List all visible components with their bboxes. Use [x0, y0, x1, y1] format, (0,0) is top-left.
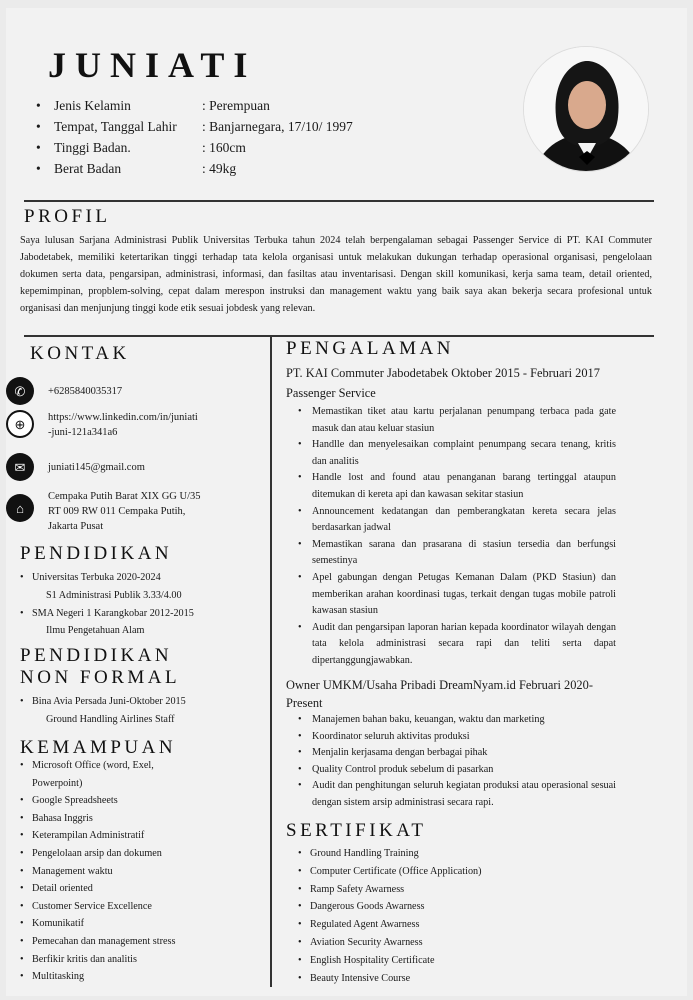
list-item: • Universitas Terbuka 2020-2024 S1 Administrasi Publik 3.33/4.00	[18, 569, 194, 605]
list-item: • Microsoft Office (word, Exel, Powerpoint)	[18, 757, 175, 792]
list-item: • Keterampilan Administratif	[18, 827, 175, 845]
list-item: • Announcement kedatangan dan pemberangkatan kereta secara jelas berdasarkan jadwal	[296, 504, 616, 537]
personal-info-row: • Jenis Kelamin : Perempuan	[36, 98, 270, 113]
list-item: • Customer Service Excellence	[18, 898, 175, 916]
section-heading-kemampuan: KEMAMPUAN	[20, 737, 177, 758]
contact-address: ⌂ Cempaka Putih Barat XIX GG U/35 RT 009 RW 011 Cempaka Putih, Jakarta Pusat	[6, 489, 246, 534]
list-item: • Audit dan pengarsipan laporan harian kepada koordinator wilayah dengan tata kelola administrasi secara rapi dan teliti serta dapat dipertanggungjawabkan.	[296, 620, 616, 670]
personal-info-row: • Tempat, Tanggal Lahir : Banjarnegara, 17/10/ 1997	[36, 119, 353, 134]
list-item: • Ground Handling Training	[296, 845, 482, 863]
contact-linkedin: ⊕ https://www.linkedin.com/in/juniati -juni-121a341a6	[6, 410, 246, 440]
column-divider	[270, 335, 272, 987]
list-item: • Koordinator seluruh aktivitas produksi	[296, 729, 616, 746]
mail-icon: ✉	[6, 453, 34, 481]
list-item: • Memastikan sarana dan prasarana di stasiun tersedia dan berfungsi semestinya	[296, 537, 616, 570]
job-role: Passenger Service	[286, 386, 376, 400]
list-item: • Bina Avia Persada Juni-Oktober 2015 Ground Handling Airlines Staff	[18, 693, 186, 729]
profil-text: Saya lulusan Sarjana Administrasi Publik Universitas Terbuka tahun 2024 telah berpengalaman sebagai Passenger Service di PT. KAI Commuter Jabodetabek, memiliki ketertarikan tinggi terhadap tata kelola organisasi untuk melakukan dukungan terhadap operasional organisasi, pengelolaan dokumen serta data, pengarsipan, administrasi, informasi, dan fasiltas atau inventarisasi. Dengan skill komunikasi, kerja sama team, detail oriented, kepemimpinan, propblem-solving, cepat dalam merespon instruksi dan management waktu yang baik saya akan bekerja secara profesional untuk organisasi dan menjunjung tinggi kode etik sesuai jobdesk yang relevan.	[20, 235, 652, 314]
list-item: • Handle lost and found atau penanganan barang tertinggal ataupun ditemukan di kereta api dan kawasan sekitar stasiun	[296, 470, 616, 503]
list-item: • Memastikan tiket atau kartu perjalanan penumpang terbaca pada gate masuk dan atau keluar stasiun	[296, 404, 616, 437]
list-item: • Pengelolaan arsip dan dokumen	[18, 845, 175, 863]
job-title: Owner UMKM/Usaha Pribadi DreamNyam.id Februari 2020- Present	[286, 678, 593, 710]
job-title: PT. KAI Commuter Jabodetabek Oktober 2015 - Februari 2017	[286, 366, 600, 380]
globe-icon: ⊕	[6, 410, 34, 438]
contact-phone: ✆ +6285840035317	[6, 377, 246, 405]
top-divider	[24, 200, 654, 202]
list-item: • Bahasa Inggris	[18, 810, 175, 828]
job1-duties	[296, 404, 616, 670]
candidate-name: JUNIATI	[48, 45, 257, 85]
list-item: • Komunikatif	[18, 915, 175, 933]
pendidikan-list	[18, 569, 194, 640]
list-item: • Menjalin kerjasama dengan berbagai pihak	[296, 745, 616, 762]
section-heading-sertifikat: SERTIFIKAT	[286, 820, 427, 841]
personal-info-row: • Tinggi Badan. : 160cm	[36, 140, 246, 155]
list-item: • Berfikir kritis dan analitis	[18, 951, 175, 969]
list-item: • Handlle dan menyelesaikan complaint penumpang secara tenang, kritis dan analitis	[296, 437, 616, 470]
section-heading-kontak: KONTAK	[30, 343, 130, 364]
section-heading-nonformal: PENDIDIKAN NON FORMAL	[20, 645, 181, 688]
list-item: • Audit dan penghitungan seluruh kegiatan produksi atau operasional sesuai dengan sistem arsip administrasi secara rapi.	[296, 778, 616, 811]
list-item: • Multitasking	[18, 968, 175, 986]
list-item: • Apel gabungan dengan Petugas Kemanan Dalam (PKD Stasiun) dan memberikan arahan koordinasi tugas, terkait dengan tugas mobile patroli kawasan stasiun	[296, 570, 616, 620]
list-item: • Beauty Intensive Course	[296, 970, 482, 988]
list-item: • English Hospitality Certificate	[296, 952, 482, 970]
list-item: • Dangerous Goods Awarness	[296, 898, 482, 916]
section-heading-pengalaman: PENGALAMAN	[286, 338, 454, 359]
list-item: • Quality Control produk sebelum di pasarkan	[296, 762, 616, 779]
section-heading-profil: PROFIL	[24, 206, 111, 227]
home-icon: ⌂	[6, 494, 34, 522]
phone-icon: ✆	[6, 377, 34, 405]
list-item: • Manajemen bahan baku, keuangan, waktu dan marketing	[296, 712, 616, 729]
profile-photo	[523, 46, 649, 172]
list-item: • SMA Negeri 1 Karangkobar 2012-2015 Ilmu Pengetahuan Alam	[18, 605, 194, 641]
list-item: • Google Spreadsheets	[18, 792, 175, 810]
list-item: • Aviation Security Awarness	[296, 934, 482, 952]
sertifikat-list	[296, 845, 482, 987]
list-item: • Pemecahan dan management stress	[18, 933, 175, 951]
kemampuan-list	[18, 757, 175, 986]
nonformal-list	[18, 693, 186, 729]
personal-info	[36, 95, 353, 179]
list-item: • Detail oriented	[18, 880, 175, 898]
middle-divider	[24, 335, 654, 337]
list-item: • Management waktu	[18, 863, 175, 881]
section-heading-pendidikan: PENDIDIKAN	[20, 543, 173, 564]
job2-duties	[296, 712, 616, 812]
list-item: • Ramp Safety Awarness	[296, 881, 482, 899]
contact-email: ✉ juniati145@gmail.com	[6, 453, 246, 481]
list-item: • Regulated Agent Awarness	[296, 916, 482, 934]
list-item: • Computer Certificate (Office Application)	[296, 863, 482, 881]
personal-info-row: • Berat Badan : 49kg	[36, 161, 237, 176]
